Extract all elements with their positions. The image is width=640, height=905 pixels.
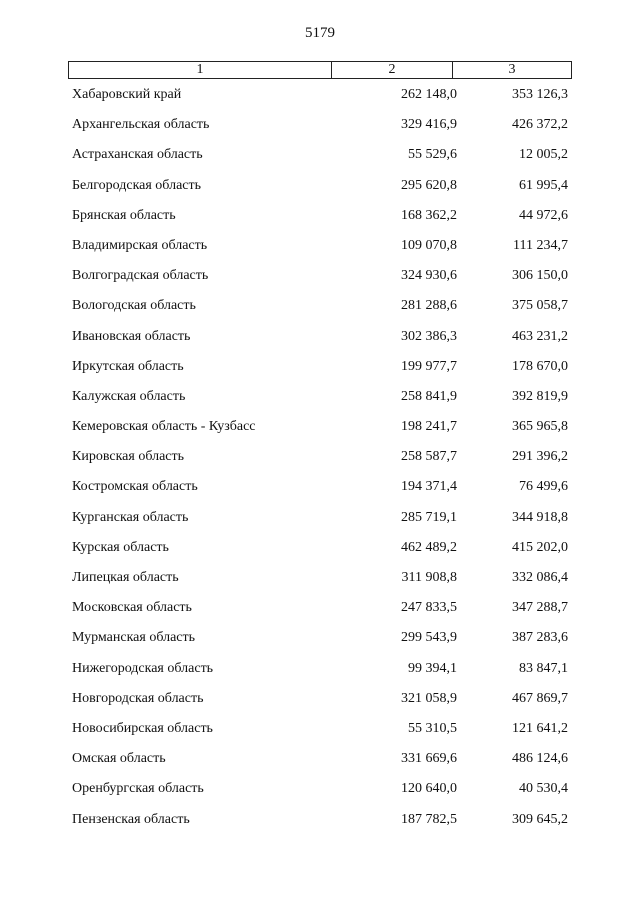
region-name-cell: Курганская область xyxy=(72,509,189,525)
column-2-value-cell: 198 241,7 xyxy=(401,419,457,435)
region-name-cell: Астраханская область xyxy=(72,147,203,163)
table-row xyxy=(72,267,572,297)
region-name-cell: Нижегородская область xyxy=(72,660,214,676)
table-row xyxy=(72,690,572,720)
column-2-value-cell: 168 362,2 xyxy=(401,207,457,223)
table-row xyxy=(72,539,572,569)
table-row xyxy=(72,599,572,629)
column-2-value-cell: 187 782,5 xyxy=(401,811,457,827)
table-row xyxy=(72,509,572,539)
table-row xyxy=(72,569,572,599)
column-header-2: 2 xyxy=(332,62,453,78)
column-3-value-cell: 332 086,4 xyxy=(512,570,568,585)
column-2-value-cell: 462 489,2 xyxy=(401,539,457,555)
column-2-value-cell: 295 620,8 xyxy=(401,177,457,193)
column-3-value-cell: 306 150,0 xyxy=(512,268,568,284)
column-3-value-cell: 121 641,2 xyxy=(512,720,568,736)
column-3-value-cell: 463 231,2 xyxy=(512,328,568,344)
table-row xyxy=(72,660,572,690)
column-2-value-cell: 247 833,5 xyxy=(401,600,457,616)
region-name-cell: Кемеровская область - Кузбасс xyxy=(72,419,256,435)
column-3-value-cell: 344 918,8 xyxy=(512,509,568,525)
column-2-value-cell: 55 310,5 xyxy=(408,720,457,736)
table-row xyxy=(72,297,572,327)
table-row xyxy=(72,237,572,267)
column-3-value-cell: 365 965,8 xyxy=(512,419,568,435)
region-name-cell: Костромская область xyxy=(72,479,198,495)
region-name-cell: Мурманская область xyxy=(72,630,196,646)
region-name-cell: Архангельская область xyxy=(72,117,210,133)
region-name-cell: Брянская область xyxy=(72,207,176,223)
table-row xyxy=(72,86,572,116)
column-3-value-cell: 44 972,6 xyxy=(519,207,568,223)
page-number: 5179 xyxy=(305,25,335,41)
column-3-value-cell: 467 869,7 xyxy=(512,690,568,706)
column-3-value-cell: 40 530,4 xyxy=(519,781,568,797)
column-3-value-cell: 375 058,7 xyxy=(512,298,568,314)
column-2-value-cell: 258 587,7 xyxy=(401,449,457,465)
column-2-value-cell: 299 543,9 xyxy=(401,630,457,646)
column-3-value-cell: 486 124,6 xyxy=(512,751,568,767)
table-row xyxy=(72,720,572,750)
column-2-value-cell: 99 394,1 xyxy=(408,660,457,676)
region-name-cell: Новгородская область xyxy=(72,690,204,706)
table-row xyxy=(72,811,572,841)
column-3-value-cell: 61 995,4 xyxy=(519,177,568,193)
region-name-cell: Владимирская область xyxy=(72,237,208,253)
region-name-cell: Кировская область xyxy=(72,449,185,465)
region-name-cell: Пензенская область xyxy=(72,811,190,827)
column-3-value-cell: 392 819,9 xyxy=(512,388,568,404)
region-name-cell: Курская область xyxy=(72,539,169,555)
column-2-value-cell: 55 529,6 xyxy=(408,147,457,163)
table-body xyxy=(72,86,572,841)
column-3-value-cell: 415 202,0 xyxy=(512,539,568,555)
table-row xyxy=(72,358,572,388)
region-name-cell: Волгоградская область xyxy=(72,268,209,284)
region-name-cell: Оренбургская область xyxy=(72,781,204,797)
column-3-value-cell: 347 288,7 xyxy=(512,600,568,616)
column-2-value-cell: 194 371,4 xyxy=(401,479,457,495)
region-name-cell: Вологодская область xyxy=(72,298,196,314)
column-3-value-cell: 309 645,2 xyxy=(512,811,568,827)
table-row xyxy=(72,146,572,176)
column-3-value-cell: 111 234,7 xyxy=(513,237,568,253)
column-2-value-cell: 120 640,0 xyxy=(401,781,457,797)
column-2-value-cell: 109 070,8 xyxy=(401,237,457,253)
table-row xyxy=(72,177,572,207)
column-2-value-cell: 262 148,0 xyxy=(401,87,457,102)
column-3-value-cell: 387 283,6 xyxy=(512,630,568,646)
column-2-value-cell: 302 386,3 xyxy=(401,328,457,344)
table-row xyxy=(72,207,572,237)
table-row xyxy=(72,418,572,448)
column-3-value-cell: 12 005,2 xyxy=(519,147,568,163)
region-name-cell: Московская область xyxy=(72,600,192,616)
table-row xyxy=(72,629,572,659)
region-name-cell: Иркутская область xyxy=(72,358,184,374)
column-2-value-cell: 331 669,6 xyxy=(401,751,457,767)
region-name-cell: Калужская область xyxy=(72,388,186,404)
column-header-1: 1 xyxy=(69,62,332,78)
table-row xyxy=(72,116,572,146)
column-3-value-cell: 178 670,0 xyxy=(512,358,568,374)
column-3-value-cell: 426 372,2 xyxy=(512,117,568,133)
region-name-cell: Омская область xyxy=(72,751,166,767)
column-2-value-cell: 324 930,6 xyxy=(401,268,457,284)
region-name-cell: Белгородская область xyxy=(72,177,202,193)
table-row xyxy=(72,750,572,780)
column-2-value-cell: 199 977,7 xyxy=(401,358,457,374)
column-2-value-cell: 321 058,9 xyxy=(401,690,457,706)
region-name-cell: Ивановская область xyxy=(72,328,191,344)
table-row xyxy=(72,328,572,358)
table-row xyxy=(72,780,572,810)
column-3-value-cell: 353 126,3 xyxy=(512,87,568,102)
region-name-cell: Новосибирская область xyxy=(72,720,213,736)
region-name-cell: Липецкая область xyxy=(72,570,179,585)
column-3-value-cell: 76 499,6 xyxy=(519,479,568,495)
table-row xyxy=(72,478,572,508)
column-2-value-cell: 311 908,8 xyxy=(401,570,457,585)
table-row xyxy=(72,388,572,418)
region-name-cell: Хабаровский край xyxy=(72,87,182,102)
table-header xyxy=(68,61,572,79)
column-3-value-cell: 83 847,1 xyxy=(519,660,568,676)
table-row xyxy=(72,448,572,478)
column-3-value-cell: 291 396,2 xyxy=(512,449,568,465)
column-2-value-cell: 281 288,6 xyxy=(401,298,457,314)
column-2-value-cell: 285 719,1 xyxy=(401,509,457,525)
column-2-value-cell: 258 841,9 xyxy=(401,388,457,404)
column-2-value-cell: 329 416,9 xyxy=(401,117,457,133)
column-header-3: 3 xyxy=(508,62,516,77)
